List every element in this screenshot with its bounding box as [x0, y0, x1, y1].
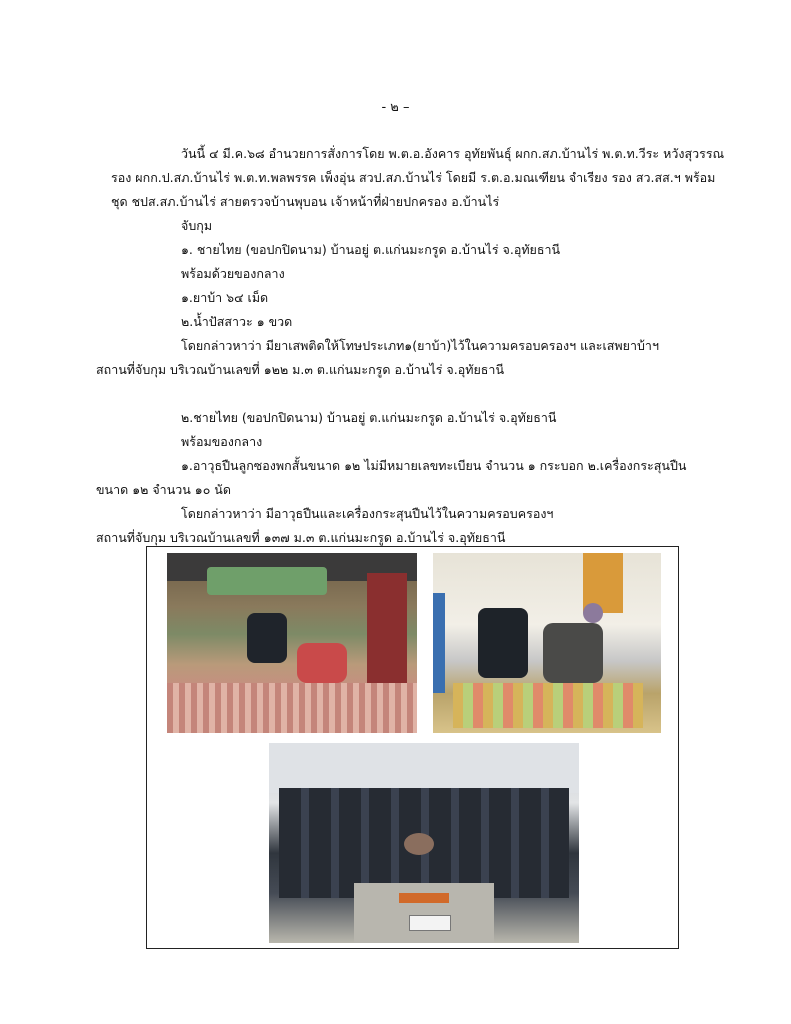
- page-number: - ๒ –: [381, 100, 410, 115]
- intro-line-1: วันนี้ ๔ มี.ค.๖๘ อำนวยการสั่งการโดย พ.ต.อ.อังคาร อุทัยพันธุ์ ผกก.สภ.บ้านไร่ พ.ต.ท.วีระ หวังสุวรรณ: [181, 146, 725, 161]
- arrest-location-2: สถานที่จับกุม บริเวณบ้านเลขที่ ๑๓๗ ม.๓ ต.แก่นมะกรูด อ.บ้านไร่ จ.อุทัยธานี: [96, 530, 506, 545]
- intro-line-2: รอง ผกก.ป.สภ.บ้านไร่ พ.ต.ท.พลพรรค เพ็งอุ่น สวป.สภ.บ้านไร่ โดยมี ร.ต.อ.มณเฑียน จำเรียง รอง สว.สส.ฯ พร้อม: [111, 170, 716, 185]
- intro-line-3: ชุด ชปส.สภ.บ้านไร่ สายตรวจบ้านพุบอน เจ้าหน้าที่ฝ่ายปกครอง อ.บ้านไร่: [111, 194, 500, 209]
- evidence-heading-1: พร้อมด้วยของกลาง: [181, 266, 285, 281]
- suspect-2: ๒.ชายไทย (ขอปกปิดนาม) บ้านอยู่ ต.แก่นมะกรูด อ.บ้านไร่ จ.อุทัยธานี: [181, 410, 557, 425]
- arrest-heading: จับกุม: [181, 218, 213, 233]
- suspect-1: ๑. ชายไทย (ขอปกปิดนาม) บ้านอยู่ ต.แก่นมะกรูด อ.บ้านไร่ จ.อุทัยธานี: [181, 242, 561, 257]
- charge-1: โดยกล่าวหาว่า มียาเสพติดให้โทษประเภท๑(ยาบ้า)ไว้ในความครอบครองฯ และเสพยาบ้าฯ: [181, 338, 659, 353]
- evidence-2-line-2: ขนาด ๑๒ จำนวน ๑๐ นัด: [96, 482, 231, 497]
- charge-2: โดยกล่าวหาว่า มีอาวุธปืนและเครื่องกระสุนปืนไว้ในความครอบครองฯ: [181, 506, 554, 521]
- photo-frame: [146, 546, 679, 949]
- arrest-photo-1: [167, 553, 417, 733]
- evidence-1-item-2: ๒.น้ำปัสสาวะ ๑ ขวด: [181, 314, 293, 329]
- evidence-heading-2: พร้อมของกลาง: [181, 434, 263, 449]
- arrest-group-photo: [269, 743, 579, 943]
- evidence-1-item-1: ๑.ยาบ้า ๖๔ เม็ด: [181, 290, 269, 305]
- arrest-photo-2: [433, 553, 661, 733]
- arrest-location-1: สถานที่จับกุม บริเวณบ้านเลขที่ ๑๒๒ ม.๓ ต.แก่นมะกรูด อ.บ้านไร่ จ.อุทัยธานี: [96, 362, 504, 377]
- evidence-2-line-1: ๑.อาวุธปืนลูกซองพกสั้นขนาด ๑๒ ไม่มีหมายเลขทะเบียน จำนวน ๑ กระบอก ๒.เครื่องกระสุนปืน: [181, 458, 687, 473]
